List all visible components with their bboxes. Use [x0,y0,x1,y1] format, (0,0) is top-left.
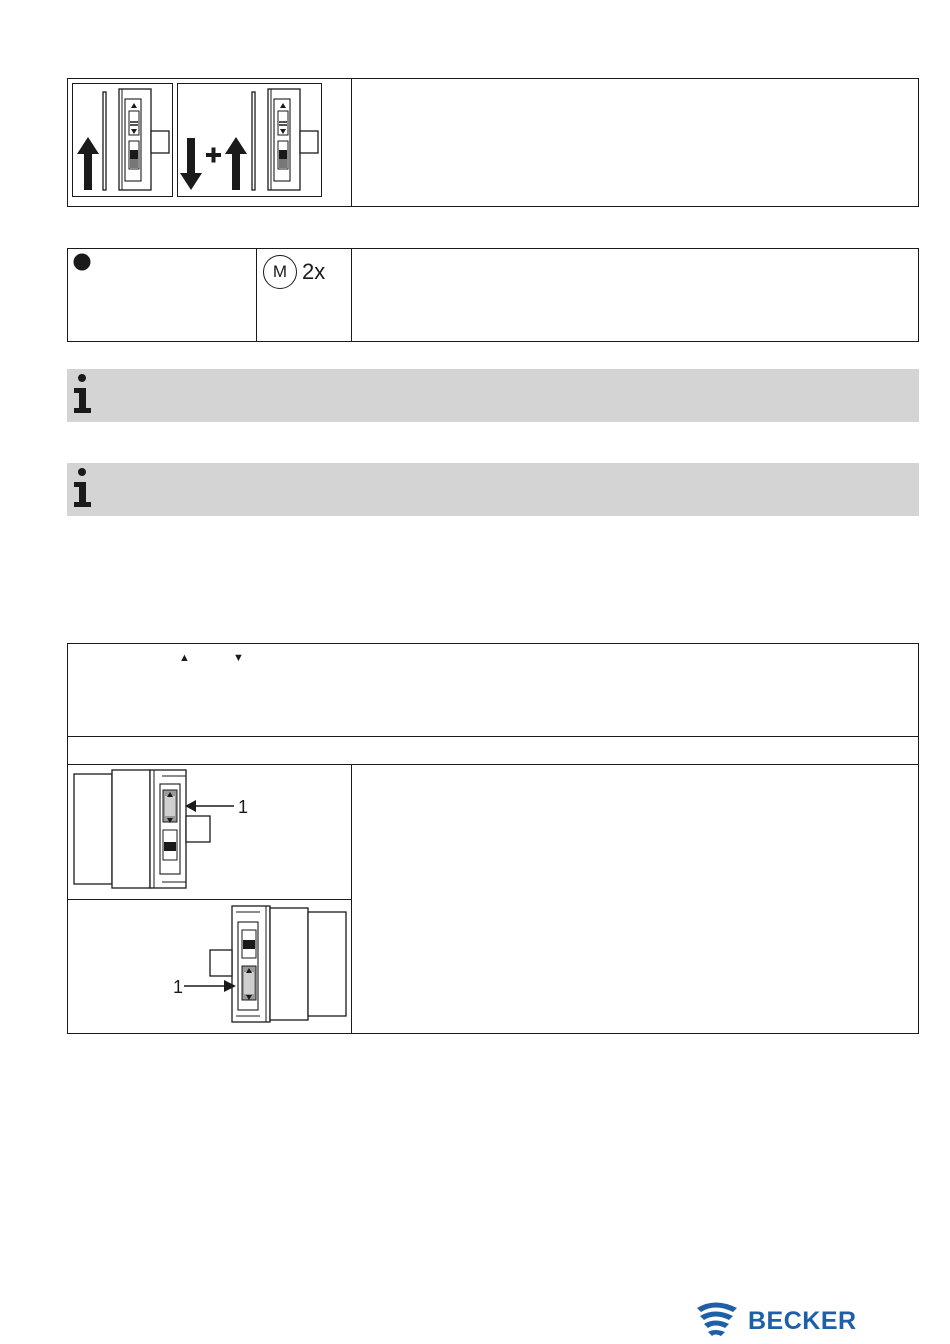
info-note [67,463,919,516]
callout-number: 1 [173,977,184,997]
table-divider [351,78,352,207]
arrow-down-icon [180,138,202,190]
figure-push-down-plus-up [177,83,322,197]
table-row-divider [67,764,919,765]
step-table [67,248,919,342]
motor-head-figure-top [70,766,330,896]
arrow-up-icon [77,137,99,190]
plus-icon [206,148,221,163]
info-icon [71,373,97,415]
callout-number: 1 [238,797,249,817]
switch-drawing [103,89,169,190]
arrow-up-icon [225,137,247,190]
figure-push-up [72,83,173,197]
switch-drawing [252,89,318,190]
brand-name: BECKER [748,1307,857,1335]
info-note [67,369,919,422]
table-divider [351,248,352,342]
table-divider [256,248,257,342]
m-key-icon: M [263,255,297,289]
filled-circle-icon [73,253,91,271]
info-icon [71,467,97,509]
up-symbol: ▲ [179,652,190,664]
press-count: 2x [302,259,326,284]
down-symbol: ▼ [233,652,244,664]
motor-head-figure-bottom [170,900,350,1028]
table-divider [351,764,352,1034]
becker-logo-icon [693,1298,741,1340]
table-row-divider [67,736,919,737]
